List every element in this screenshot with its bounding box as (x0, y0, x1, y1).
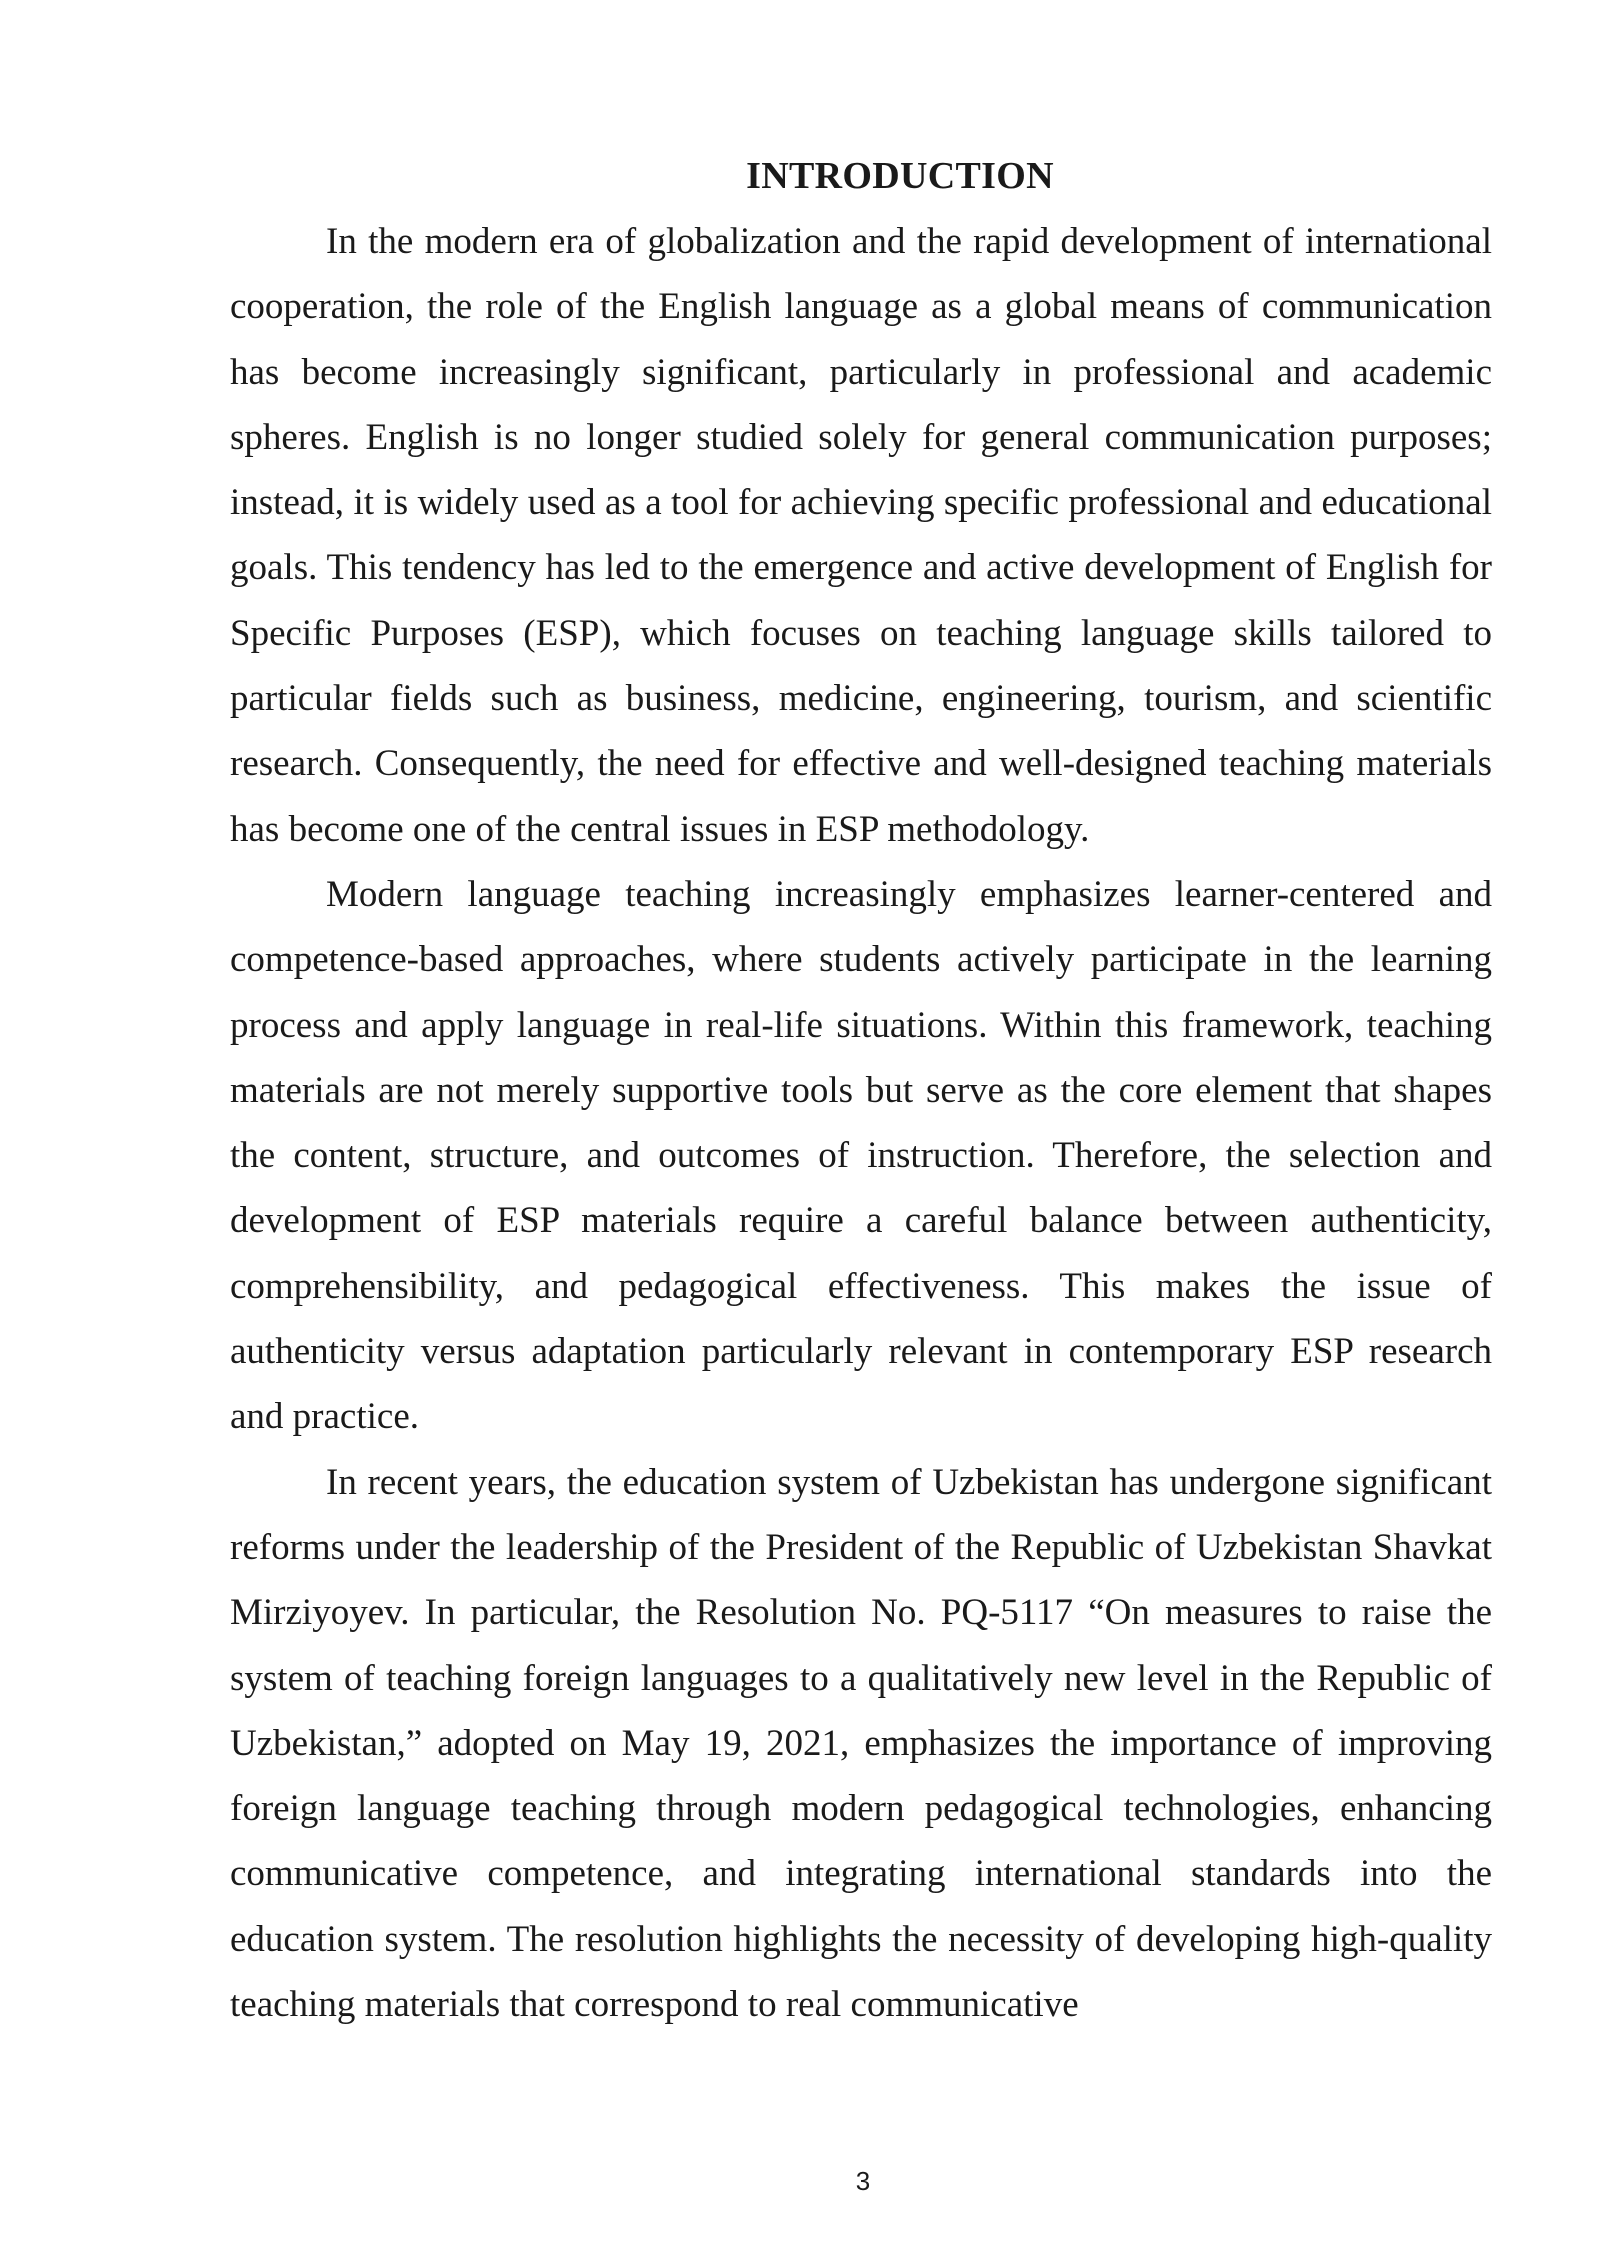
page-number: 3 (855, 2166, 871, 2196)
body-text (230, 209, 1492, 2037)
paragraph-2: Modern language teaching increasingly emphasizes learner-centered and competence-based approaches, where students actively participate in the learning process and apply language in real-life situations. Within this framework, teaching materials are not merely supportive tools but serve as the core element that shapes the content, structure, and outcomes of instruction. Therefore, the selection and development of ESP materials require a careful balance between authenticity, comprehensibility, and pedagogical effectiveness. This makes the issue of authenticity versus adaptation particularly relevant in contemporary ESP research and practice. (230, 873, 1492, 1438)
paragraph-1: In the modern era of globalization and the rapid development of international cooperation, the role of the English language as a global means of communication has become increasingly significant, particularly in professional and academic spheres. English is no longer studied solely for general communication purposes; instead, it is widely used as a tool for achieving specific professional and educational goals. This tendency has led to the emergence and active development of English for Specific Purposes (ESP), which focuses on teaching language skills tailored to particular fields such as business, medicine, engineering, tourism, and scientific research. Consequently, the need for effective and well-designed teaching materials has become one of the central issues in ESP methodology. (230, 221, 1492, 850)
section-heading: INTRODUCTION (746, 155, 1054, 197)
paragraph-3: In recent years, the education system of Uzbekistan has undergone significant reforms under the leadership of the President of the Republic of Uzbekistan Shavkat Mirziyoyev. In particular, the Resolution No. PQ-5117 “On measures to raise the system of teaching foreign languages to a qualitatively new level in the Republic of Uzbekistan,” adopted on May 19, 2021, emphasizes the importance of improving foreign language teaching through modern pedagogical technologies, enhancing communicative competence, and integrating international standards into the education system. The resolution highlights the necessity of developing high-quality teaching materials that correspond to real communicative (230, 1461, 1492, 2026)
